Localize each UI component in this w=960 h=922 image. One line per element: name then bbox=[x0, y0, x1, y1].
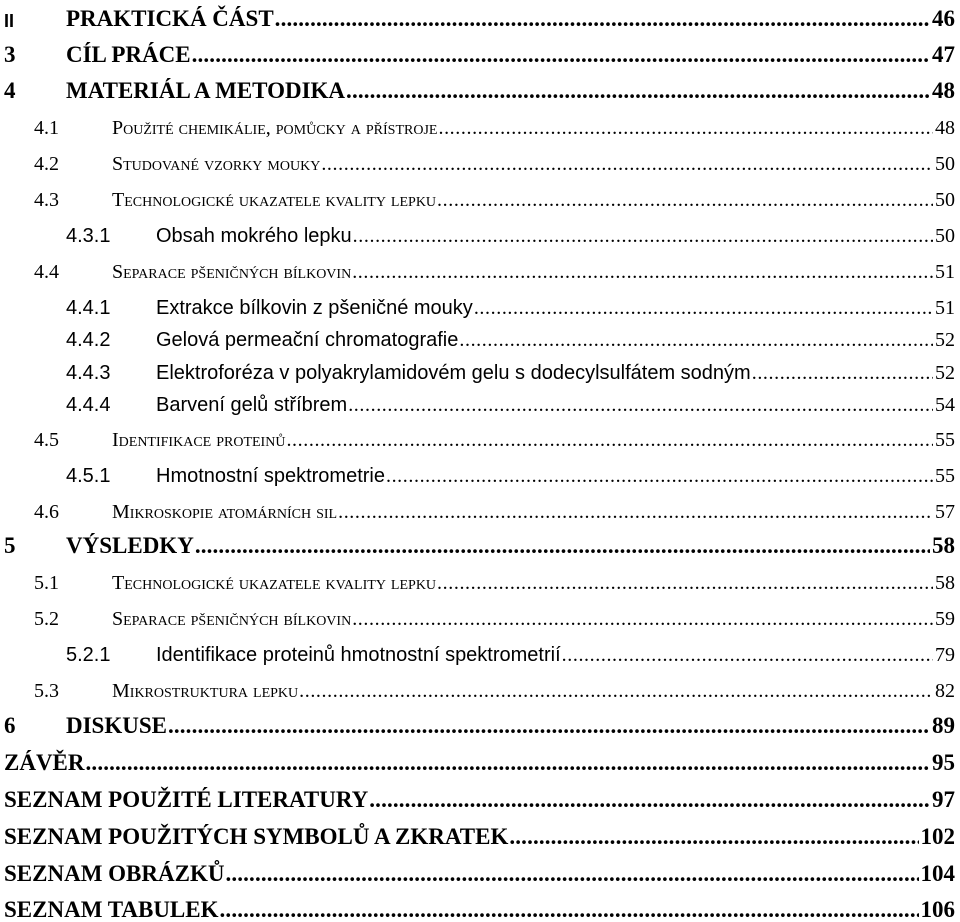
toc-entry-number: 4.6 bbox=[34, 501, 59, 523]
toc-entry[interactable] bbox=[34, 420, 955, 450]
toc-entry-number: 5.1 bbox=[34, 572, 59, 594]
toc-entry-number: 5.3 bbox=[34, 680, 59, 702]
toc-entry-page: 97 bbox=[932, 787, 955, 812]
toc-entry[interactable] bbox=[4, 781, 955, 811]
toc-leader-dots bbox=[352, 609, 933, 629]
toc-entry-title: Gelová permeační chromatografie bbox=[156, 329, 459, 351]
toc-entry-page: 50 bbox=[935, 225, 955, 247]
toc-entry-page: 89 bbox=[932, 713, 955, 738]
toc-entry-title: Použité chemikálie, pomůcky a přístroje bbox=[112, 117, 438, 139]
toc-entry[interactable] bbox=[4, 818, 955, 848]
toc-entry-number: 5 bbox=[4, 533, 16, 558]
toc-entry-title: SEZNAM POUŽITÉ LITERATURY bbox=[4, 787, 369, 812]
toc-entry-title: PRAKTICKÁ ČÁST bbox=[66, 6, 274, 31]
toc-leader-dots bbox=[752, 363, 933, 383]
toc-entry-page: 102 bbox=[920, 824, 955, 849]
toc-entry-page: 104 bbox=[920, 861, 955, 886]
toc-leader-dots bbox=[192, 43, 930, 66]
toc-entry-page: 48 bbox=[935, 117, 955, 139]
toc-entry-page: 50 bbox=[935, 189, 955, 211]
toc-entry[interactable] bbox=[34, 180, 955, 210]
toc-entry-page: 48 bbox=[932, 78, 955, 103]
toc-entry[interactable] bbox=[4, 891, 955, 921]
toc-entry[interactable] bbox=[66, 320, 955, 350]
toc-entry-number: 4.3 bbox=[34, 189, 59, 211]
toc-entry-title: Separace pšeničných bílkovin bbox=[112, 608, 352, 630]
toc-leader-dots bbox=[348, 395, 933, 415]
toc-entry[interactable] bbox=[4, 855, 955, 885]
toc-leader-dots bbox=[353, 226, 933, 246]
toc-entry-number: 4.5.1 bbox=[66, 465, 111, 487]
toc-entry-title: Technologické ukazatele kvality lepku bbox=[112, 189, 437, 211]
toc-leader-dots bbox=[509, 825, 918, 848]
toc-entry[interactable] bbox=[34, 144, 955, 174]
toc-leader-dots bbox=[437, 573, 933, 593]
toc-entry[interactable] bbox=[66, 353, 955, 383]
toc-entry-number: 4.5 bbox=[34, 429, 59, 451]
toc-leader-dots bbox=[86, 751, 930, 774]
toc-entry-page: 51 bbox=[935, 297, 955, 319]
toc-entry-title: Elektroforéza v polyakrylamidovém gelu s dodecylsulfátem sodným bbox=[156, 362, 751, 384]
toc-entry[interactable] bbox=[34, 252, 955, 282]
toc-entry-title: DISKUSE bbox=[66, 713, 167, 738]
toc-entry-title: Mikrostruktura lepku bbox=[112, 680, 299, 702]
toc-entry[interactable] bbox=[66, 456, 955, 486]
toc-leader-dots bbox=[562, 645, 933, 665]
toc-entry-page: 54 bbox=[935, 394, 955, 416]
toc-entry[interactable] bbox=[66, 216, 955, 246]
toc-entry-page: 59 bbox=[935, 608, 955, 630]
toc-entry-title: Extrakce bílkovin z pšeničné mouky bbox=[156, 297, 473, 319]
toc-entry[interactable] bbox=[4, 707, 955, 737]
toc-entry-number: 4 bbox=[4, 78, 16, 103]
toc-entry-number: 4.4.1 bbox=[66, 297, 111, 319]
toc-leader-dots bbox=[338, 502, 933, 522]
toc-entry-page: 79 bbox=[935, 644, 955, 666]
toc-entry-number: 4.4.3 bbox=[66, 362, 111, 384]
toc-entry-title: VÝSLEDKY bbox=[66, 533, 194, 558]
toc-entry-title: Obsah mokrého lepku bbox=[156, 225, 352, 247]
toc-entry-page: 50 bbox=[935, 153, 955, 175]
toc-entry-number: 5.2 bbox=[34, 608, 59, 630]
toc-entry-number: II bbox=[4, 11, 15, 31]
toc-entry-page: 82 bbox=[935, 680, 955, 702]
toc-leader-dots bbox=[225, 862, 918, 885]
toc-leader-dots bbox=[168, 714, 930, 737]
toc-entry-number: 4.3.1 bbox=[66, 225, 111, 247]
toc-leader-dots bbox=[286, 430, 933, 450]
toc-entry-title: Separace pšeničných bílkovin bbox=[112, 261, 352, 283]
toc-leader-dots bbox=[220, 898, 919, 921]
toc-entry-title: ZÁVĚR bbox=[4, 750, 85, 775]
toc-entry-title: Identifikace proteinů hmotnostní spektrometrií bbox=[156, 644, 561, 666]
toc-entry-page: 46 bbox=[932, 6, 955, 31]
toc-entry[interactable] bbox=[4, 72, 955, 102]
toc-entry-title: Identifikace proteinů bbox=[112, 429, 286, 451]
toc-entry-number: 4.1 bbox=[34, 117, 59, 139]
toc-entry-title: SEZNAM POUŽITÝCH SYMBOLŮ A ZKRATEK bbox=[4, 824, 509, 849]
toc-entry-title: MATERIÁL A METODIKA bbox=[66, 78, 346, 103]
toc-entry[interactable] bbox=[66, 385, 955, 415]
toc-leader-dots bbox=[352, 262, 933, 282]
toc-entry-number: 3 bbox=[4, 42, 16, 67]
toc-leader-dots bbox=[474, 298, 933, 318]
toc-leader-dots bbox=[299, 681, 933, 701]
toc-entry-page: 106 bbox=[920, 897, 955, 922]
toc-entry-page: 58 bbox=[932, 533, 955, 558]
toc-entry[interactable] bbox=[4, 36, 955, 66]
toc-leader-dots bbox=[459, 330, 933, 350]
toc-leader-dots bbox=[346, 79, 930, 102]
toc-entry[interactable] bbox=[4, 527, 955, 557]
toc-entry-number: 4.4.2 bbox=[66, 329, 111, 351]
toc-entry-number: 6 bbox=[4, 713, 16, 738]
toc-leader-dots bbox=[438, 118, 933, 138]
toc-entry-number: 4.2 bbox=[34, 153, 59, 175]
toc-entry-number: 4.4.4 bbox=[66, 394, 111, 416]
toc-entry[interactable] bbox=[34, 671, 955, 701]
toc-leader-dots bbox=[437, 190, 933, 210]
toc-entry[interactable] bbox=[34, 599, 955, 629]
toc-entry-page: 47 bbox=[932, 42, 955, 67]
toc-entry[interactable] bbox=[34, 563, 955, 593]
toc-entry[interactable] bbox=[4, 744, 955, 774]
toc-entry-page: 55 bbox=[935, 465, 955, 487]
toc-entry-page: 57 bbox=[935, 501, 955, 523]
toc-entry[interactable] bbox=[4, 0, 955, 30]
toc-entry-title: Technologické ukazatele kvality lepku bbox=[112, 572, 437, 594]
toc-leader-dots bbox=[275, 7, 930, 30]
toc-entry-title: Barvení gelů stříbrem bbox=[156, 394, 348, 416]
toc-entry-page: 55 bbox=[935, 429, 955, 451]
toc-entry-number: 5.2.1 bbox=[66, 644, 111, 666]
toc-entry[interactable] bbox=[66, 288, 955, 318]
toc-entry[interactable] bbox=[34, 108, 955, 138]
toc-entry[interactable] bbox=[66, 635, 955, 665]
toc-leader-dots bbox=[321, 154, 933, 174]
toc-entry-number: 4.4 bbox=[34, 261, 59, 283]
toc-entry-title: SEZNAM TABULEK bbox=[4, 897, 219, 922]
toc-entry-page: 95 bbox=[932, 750, 955, 775]
toc-entry-page: 58 bbox=[935, 572, 955, 594]
toc-leader-dots bbox=[195, 534, 930, 557]
toc-entry-page: 51 bbox=[935, 261, 955, 283]
toc-entry-title: CÍL PRÁCE bbox=[66, 42, 191, 67]
toc-entry-title: Mikroskopie atomárních sil bbox=[112, 501, 338, 523]
toc-entry-page: 52 bbox=[935, 362, 955, 384]
toc-entry-title: SEZNAM OBRÁZKŮ bbox=[4, 861, 225, 886]
toc-entry[interactable] bbox=[34, 492, 955, 522]
toc-entry-title: Studované vzorky mouky bbox=[112, 153, 321, 175]
toc-entry-title: Hmotnostní spektrometrie bbox=[156, 465, 385, 487]
toc-leader-dots bbox=[369, 788, 930, 811]
toc-entry-page: 52 bbox=[935, 329, 955, 351]
toc-leader-dots bbox=[386, 466, 933, 486]
